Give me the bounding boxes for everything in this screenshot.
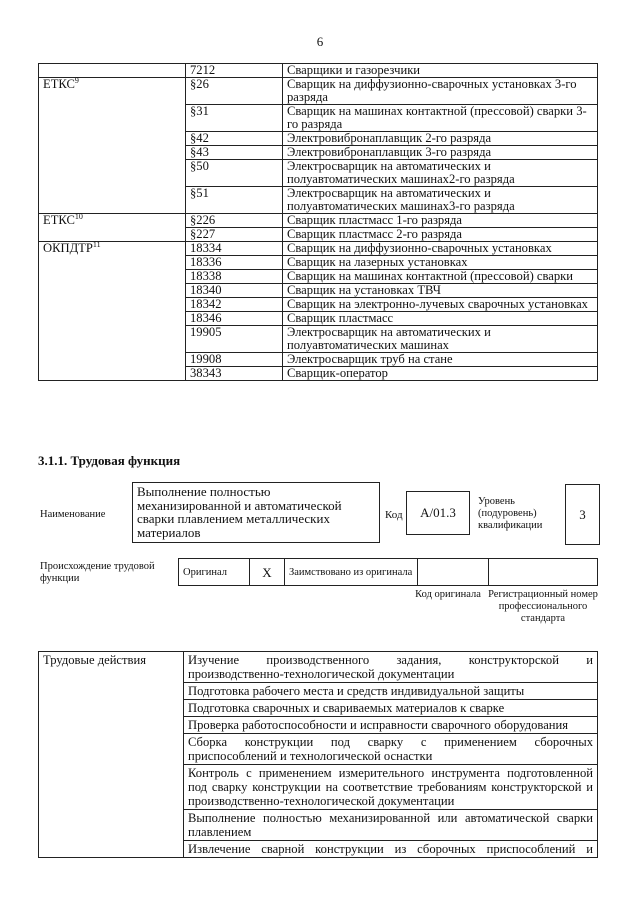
level-value: 3 [579, 506, 586, 522]
page-number: 6 [316, 34, 324, 49]
code-group [39, 312, 186, 326]
code-group-name: ЕТКС [43, 213, 75, 227]
action-item: Извлечение сварной конструкции из сборочных приспособлений и [184, 841, 598, 858]
code-value: 19905 [186, 326, 283, 353]
code-name: Сварщик пластмасс [283, 312, 598, 326]
code-row [39, 78, 598, 105]
origin-label: Происхождение трудовой функции [40, 561, 155, 584]
code-group [39, 160, 186, 187]
code-row [39, 326, 598, 353]
code-value: §31 [186, 105, 283, 132]
code-original-label: Код оригинала [415, 589, 481, 600]
code-row [39, 214, 598, 228]
code-row [39, 228, 598, 242]
code-value: 18342 [186, 298, 283, 312]
code-group [39, 75, 186, 105]
action-item: Сборка конструкции под сварку с применением сборочных приспособлений и технологической оснастки [184, 734, 598, 765]
code-name: Сварщик на установках ТВЧ [283, 284, 598, 298]
code-row [39, 298, 598, 312]
code-name: Электросварщик на автоматических и полуавтоматических машинах3-го разряда [283, 187, 598, 214]
code-value: 19908 [186, 353, 283, 367]
code-row [39, 270, 598, 284]
function-name: Выполнение полностью механизированной и автоматической сварки плавлением металлических материалов [137, 484, 342, 540]
code-name: Сварщик на машинах контактной (прессовой) сварки 3-го разряда [283, 105, 598, 132]
code-group [39, 105, 186, 132]
code-row [39, 284, 598, 298]
name-label: Наименование [40, 509, 106, 520]
code-group [39, 270, 186, 284]
code-row [39, 105, 598, 132]
code-row [39, 242, 598, 256]
code-original-cell [418, 559, 489, 586]
original-mark: X [250, 559, 285, 586]
code-group [39, 367, 186, 381]
code-name: Электросварщик на автоматических и полуавтоматических машинах2-го разряда [283, 160, 598, 187]
codes-table [38, 63, 598, 381]
code-row [39, 256, 598, 270]
code-name: Электровибронаплавщик 3-го разряда [283, 146, 598, 160]
code-row [39, 367, 598, 381]
code-value: §227 [186, 228, 283, 242]
code-group [39, 211, 186, 228]
code-name: Сварщик на диффузионно-сварочных установках 3-го разряда [283, 78, 598, 105]
code-value: 18346 [186, 312, 283, 326]
code-value: 18336 [186, 256, 283, 270]
original-label: Оригинал [179, 559, 250, 586]
code-group [39, 239, 186, 256]
code-name: Электросварщик труб на стане [283, 353, 598, 367]
footnote-ref: 10 [74, 211, 83, 221]
code-group [39, 298, 186, 312]
code-name: Сварщик пластмасс 1-го разряда [283, 214, 598, 228]
code-group [39, 64, 186, 78]
function-code-box [406, 491, 470, 535]
code-group [39, 146, 186, 160]
code-group-name: ОКПДТР [43, 241, 93, 255]
action-item: Проверка работоспособности и исправности сварочного оборудования [184, 717, 598, 734]
code-row [39, 146, 598, 160]
code-value: §42 [186, 132, 283, 146]
function-heading: 3.1.1. Трудовая функция [38, 453, 181, 468]
action-item: Подготовка рабочего места и средств индивидуальной защиты [184, 683, 598, 700]
code-label: Код [385, 509, 403, 521]
code-group [39, 284, 186, 298]
footnote-ref: 9 [74, 75, 79, 85]
code-name: Сварщик-оператор [283, 367, 598, 381]
code-group [39, 187, 186, 214]
code-group [39, 353, 186, 367]
code-row [39, 187, 598, 214]
code-value: §43 [186, 146, 283, 160]
action-item: Изучение производственного задания, конструкторской и производственно-технологической документации [184, 652, 598, 683]
reg-number-cell [489, 559, 598, 586]
code-name: Сварщик пластмасс 2-го разряда [283, 228, 598, 242]
code-group [39, 228, 186, 242]
code-value: 38343 [186, 367, 283, 381]
function-name-box [132, 482, 380, 543]
action-item: Контроль с применением измерительного инструмента подготовленной под сварку конструкции на соответствие требованиям конструкторской и производственно-технологической документации [184, 765, 598, 810]
code-value: §226 [186, 214, 283, 228]
code-name: Сварщик на диффузионно-сварочных установках [283, 242, 598, 256]
origin-table [178, 558, 598, 586]
code-name: Сварщики и газорезчики [283, 64, 598, 78]
code-name: Электросварщик на автоматических и полуавтоматических машинах [283, 326, 598, 353]
code-row [39, 160, 598, 187]
code-row [39, 64, 598, 78]
borrowed-label: Заимствовано из оригинала [285, 559, 418, 586]
code-value: 18334 [186, 242, 283, 256]
code-group [39, 132, 186, 146]
action-item: Подготовка сварочных и свариваемых материалов к сварке [184, 700, 598, 717]
action-row [39, 652, 598, 683]
code-group-name: ЕТКС [43, 77, 75, 91]
code-value: 7212 [186, 64, 283, 78]
code-value: §50 [186, 160, 283, 187]
level-label: Уровень (подуровень) квалификации [478, 496, 543, 531]
code-group [39, 256, 186, 270]
level-box [565, 484, 600, 545]
code-row [39, 132, 598, 146]
code-value: §26 [186, 78, 283, 105]
actions-label: Трудовые действия [39, 652, 184, 858]
code-name: Сварщик на электронно-лучевых сварочных установках [283, 298, 598, 312]
function-code: А/01.3 [420, 505, 456, 521]
code-name: Электровибронаплавщик 2-го разряда [283, 132, 598, 146]
code-group [39, 326, 186, 353]
footnote-ref: 11 [92, 239, 101, 249]
reg-number-label: Регистрационный номер профессионального стандарта [488, 589, 598, 624]
code-value: 18340 [186, 284, 283, 298]
code-row [39, 312, 598, 326]
code-value: 18338 [186, 270, 283, 284]
code-value: §51 [186, 187, 283, 214]
code-name: Сварщик на машинах контактной (прессовой) сварки [283, 270, 598, 284]
code-row [39, 353, 598, 367]
action-item: Выполнение полностью механизированной или автоматической сварки плавлением [184, 810, 598, 841]
code-name: Сварщик на лазерных установках [283, 256, 598, 270]
labor-actions-table [38, 651, 598, 858]
